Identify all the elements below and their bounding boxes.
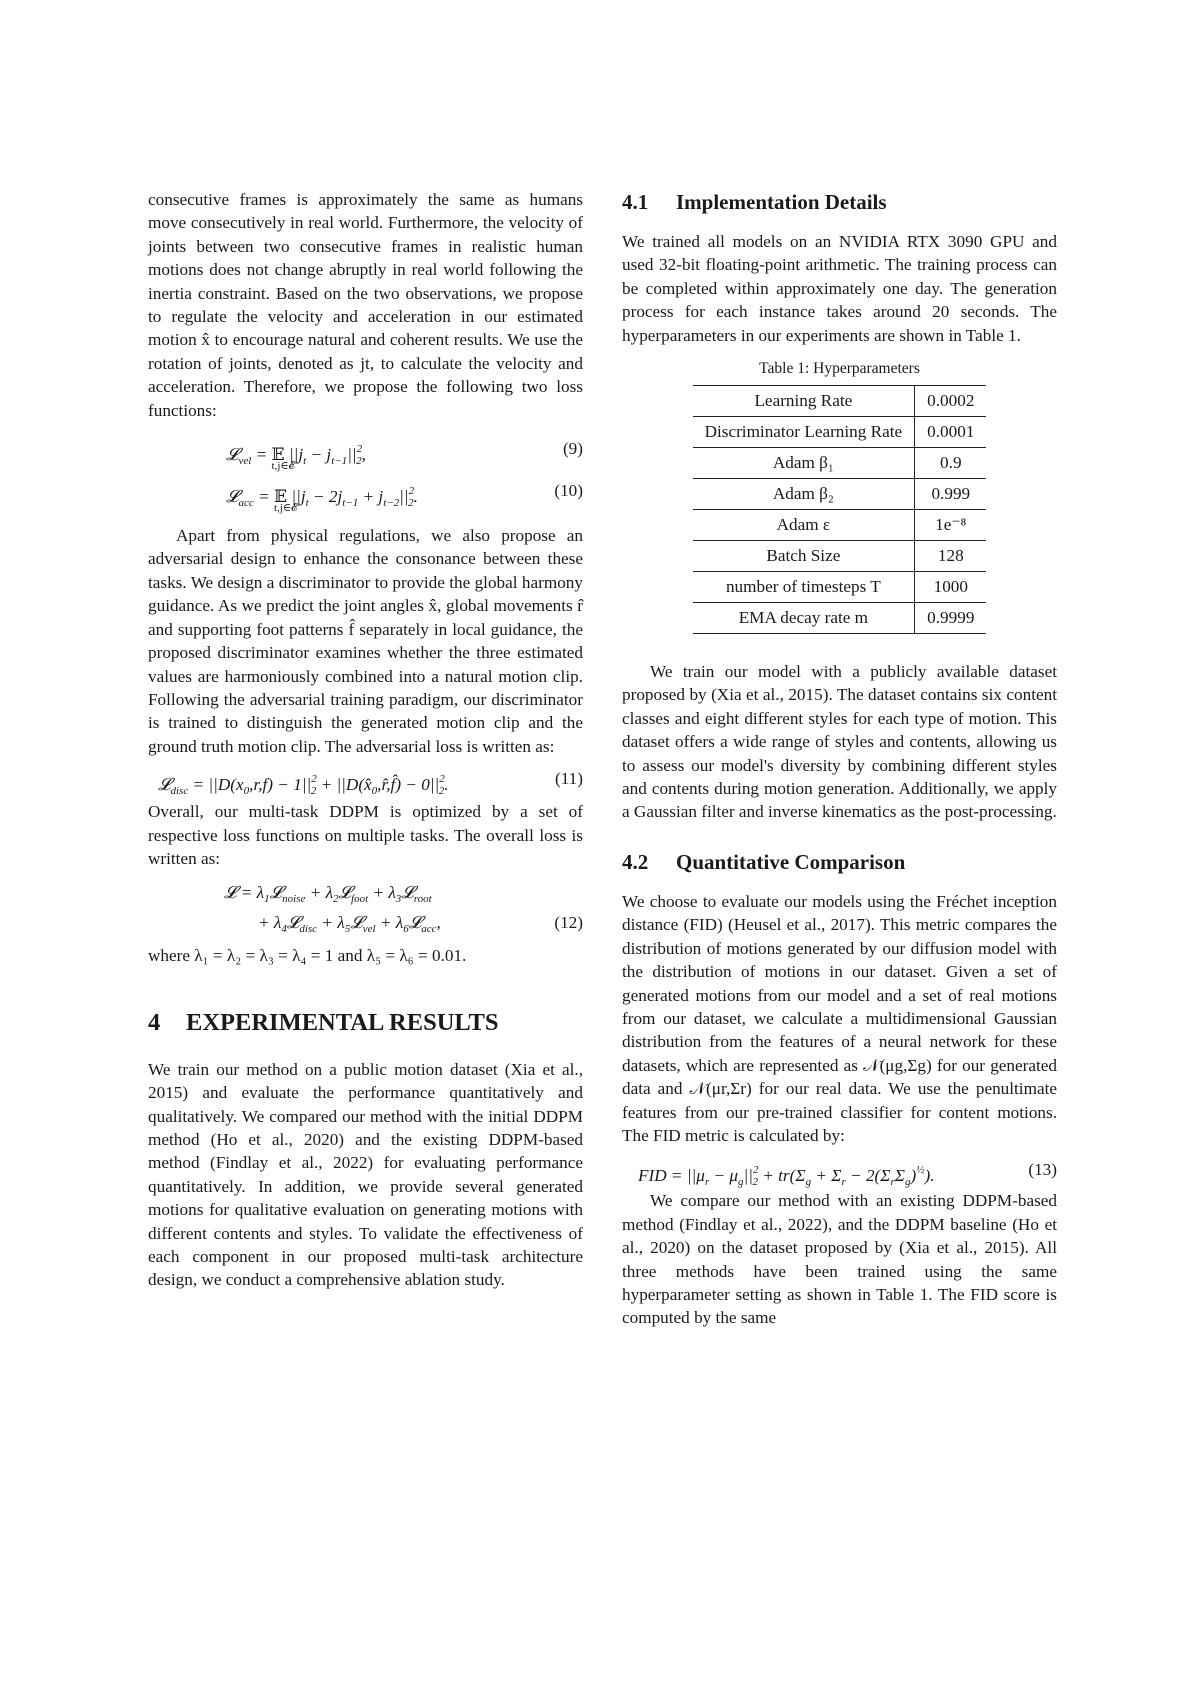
equation-9: 𝓛$_{vel}$ = 𝔼 t,j∈𝓔 $||j_t - j_{t-1}||^2_2$, (9) — [148, 434, 583, 464]
equation-12-line2: + $\lambda_4𝓛_{disc}$ + $\lambda_5𝓛_{vel}$ + $\lambda_6𝓛_{acc}$, (12) — [148, 908, 583, 938]
equation-number: (12) — [554, 913, 583, 933]
equation-11: 𝓛$_{disc}$ = $||D(x_0,r,f) - 1||^2_2$ + $||D(x̂_0,r̂,f̂) - 0||^2_2$. (11) — [148, 764, 583, 794]
table-row: number of timesteps T 1000 — [693, 572, 987, 603]
table-row: Discriminator Learning Rate 0.0001 — [693, 417, 987, 448]
equation-number: (13) — [1028, 1160, 1057, 1180]
paragraph: consecutive frames is approximately the same as humans move consecutively in real world. Furthermore, the velocity of joints between two consecutive frames in realistic human motions does not change abruptly in real world following the inertia constraint. Based on the two observations, we propose to regulate the velocity and acceleration in our estimated motion x̂ to encourage natural and coherent results. We use the rotation of joints, denoted as jt, to calculate the velocity and acceleration. Therefore, we propose the following two loss functions: — [148, 190, 583, 420]
paragraph: where λ₁ = λ₂ = λ₃ = λ₄ = 1 and λ₅ = λ₆ = 0.01. — [148, 946, 467, 966]
paragraph: Overall, our multi-task DDPM is optimized by a set of respective loss functions on multiple tasks. The overall loss is written as: — [148, 802, 583, 868]
paragraph: Apart from physical regulations, we also propose an adversarial design to enhance the consonance between these tasks. We design a discriminator to provide the global harmony guidance. As we predict the joint angles x̂, global movements r̂ and supporting foot patterns f̂ separately in local guidance, the proposed discriminator examines whether the three estimated values are harmoniously combined into a natural motion clip. Following the adversarial training paradigm, our discriminator is trained to distinguish the generated motion clip and the ground truth motion clip. The adversarial loss is written as: — [148, 526, 583, 756]
equation-number: (9) — [562, 439, 583, 459]
table-row: Batch Size 128 — [693, 541, 987, 572]
table-row: EMA decay rate m 0.9999 — [693, 603, 987, 634]
equation-13: FID = $||\mu_r - \mu_g||^2_2 + tr(\Sigma_g + \Sigma_r - 2(\Sigma_r\Sigma_g)^{\frac{1}{2}})$. (13) — [622, 1155, 1057, 1185]
equation-10: 𝓛$_{acc}$ = 𝔼 t,j∈𝓔 $||j_t - 2j_{t-1} + j_{t-2}||^2_2$. (10) — [148, 476, 583, 506]
hyperparameter-table — [693, 385, 987, 634]
paragraph: We trained all models on an NVIDIA RTX 3090 GPU and used 32-bit floating-point arithmetic. The training process can be completed within approximately one day. The generation process for each instance takes around 20 seconds. The hyperparameters in our experiments are shown in Table 1. — [622, 232, 1057, 345]
paragraph: We compare our method with an existing DDPM-based method (Findlay et al., 2022), and the DDPM baseline (Ho et al., 2020) on the dataset proposed by (Xia et al., 2015). All three methods have been trained using the same hyperparameter setting as shown in Table 1. The FID score is computed by the same — [622, 1191, 1057, 1328]
left-column — [148, 188, 583, 1292]
paragraph: We train our model with a publicly available dataset proposed by (Xia et al., 2015). The dataset contains six content classes and eight different styles for each type of motion. This dataset offers a wide range of styles and contents, allowing us to assess our model's diversity by combining different styles and contents during motion generation. Additionally, we apply a Gaussian filter and inverse kinematics as the post-processing. — [622, 662, 1057, 822]
equation-number: (10) — [554, 481, 583, 501]
table-row: Adam ε 1e⁻⁸ — [693, 510, 987, 541]
subsection-heading: 4.1 Implementation Details — [622, 190, 887, 214]
paragraph: We choose to evaluate our models using the Fréchet inception distance (FID) (Heusel et al., 2017). This metric compares the distribution of motions generated by our diffusion model with the distribution of motions in our dataset. Given a set of generated motions from our model and a set of real motions from our dataset, we calculate a multidimensional Gaussian distribution from the features of a neural network for these datasets, which are represented as 𝒩(μg,Σg) for our generated data and 𝒩(μr,Σr) for our real data. We use the penultimate features from our pre-trained classifier for content motions. The FID metric is calculated by: — [622, 891, 1057, 1145]
table-caption: Table 1: Hyperparameters — [759, 360, 920, 378]
equation-number: (11) — [555, 769, 583, 789]
table-row: Adam β₁ 0.9 — [693, 448, 987, 479]
section-heading: 4 EXPERIMENTAL RESULTS — [148, 1008, 499, 1036]
paragraph: We train our method on a public motion dataset (Xia et al., 2015) and evaluate the performance quantitatively and qualitatively. We compared our method with the initial DDPM method (Ho et al., 2020) and the existing DDPM-based method (Findlay et al., 2022) for evaluating performance quantitatively. In addition, we provide several generated motions for qualitative evaluation on generating motions with different contents and styles. To validate the effectiveness of each component in our proposed multi-task architecture design, we conduct a comprehensive ablation study. — [148, 1059, 583, 1290]
table-row: Adam β₂ 0.999 — [693, 479, 987, 510]
table-row: Learning Rate 0.0002 — [693, 386, 987, 417]
equation-12-line1: 𝓛 = $\lambda_1𝓛_{noise}$ + $\lambda_2𝓛_{foot}$ + $\lambda_3𝓛_{root}$ — [224, 883, 432, 906]
subsection-heading: 4.2 Quantitative Comparison — [622, 849, 906, 874]
right-column — [622, 188, 1057, 1330]
